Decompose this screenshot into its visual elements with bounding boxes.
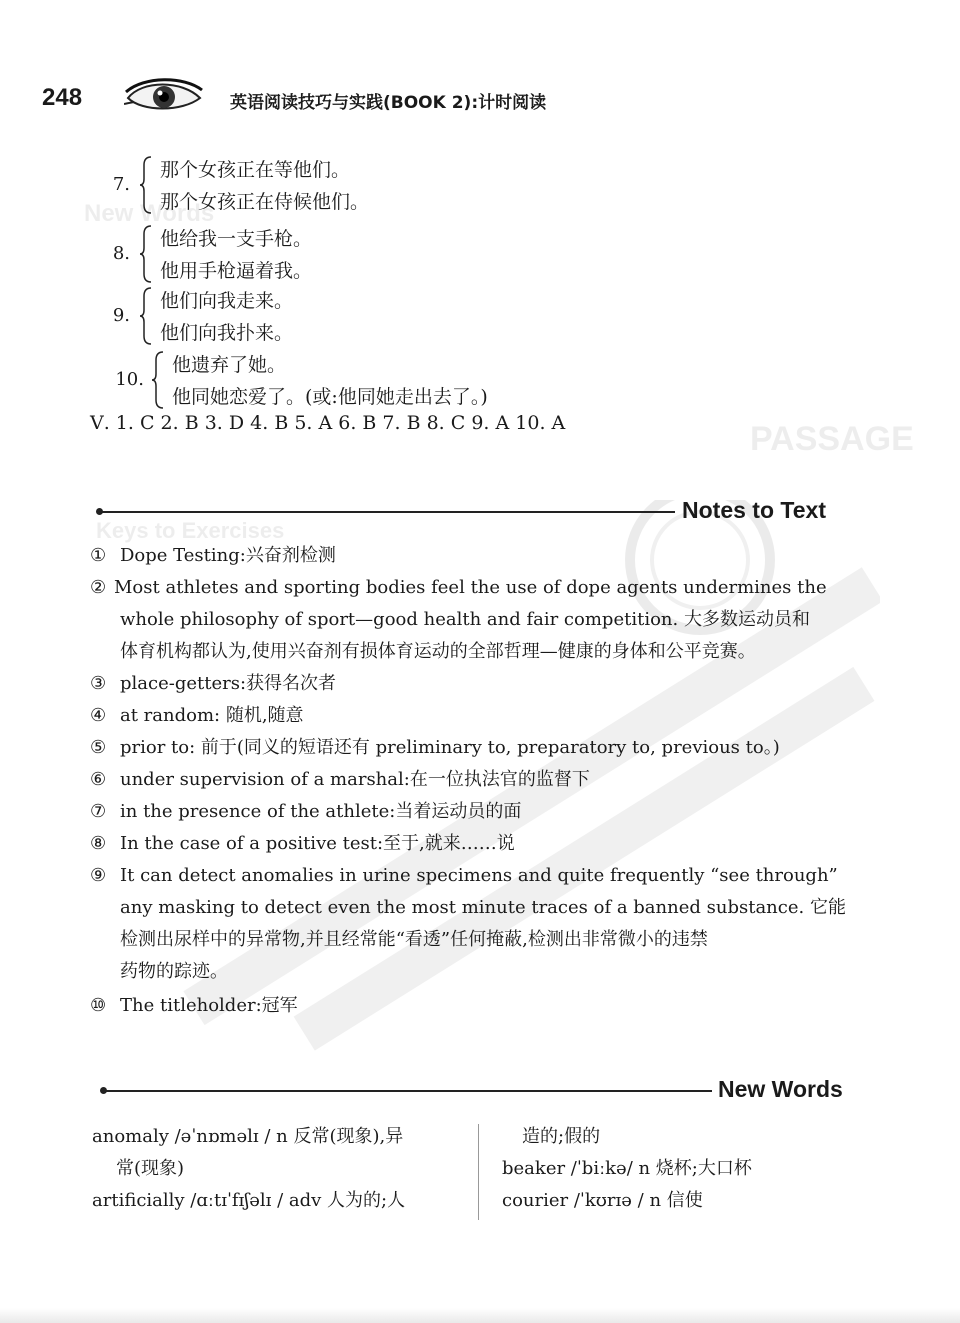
note-number: ② xyxy=(90,577,107,598)
item-number: 8. xyxy=(112,243,130,264)
item-number: 7. xyxy=(112,174,130,195)
note-text: prior to: 前于(同义的短语还有 preliminary to, preparatory to, previous to。) xyxy=(120,737,780,758)
note-text: in the presence of the athlete:当着运动员的面 xyxy=(120,801,522,822)
section-title-notes: Notes to Text xyxy=(682,497,826,523)
page-number: 248 xyxy=(42,84,83,111)
note-item xyxy=(90,540,336,572)
word-entry-continued: 造的;假的 xyxy=(522,1126,601,1147)
page-bottom-edge xyxy=(0,1308,960,1323)
note-number: ① xyxy=(90,545,107,566)
word-entry: courier /ˈkʊrɪə / n 信使 xyxy=(502,1190,703,1211)
brace-icon xyxy=(152,350,164,410)
translation-line: 他遗弃了她。 xyxy=(172,354,287,376)
note-text: In the case of a positive test:至于,就来……说 xyxy=(120,833,515,854)
eye-icon xyxy=(124,78,204,116)
note-item xyxy=(90,764,590,796)
show-through-text: New Words xyxy=(84,200,215,227)
note-text-continued: 药物的踪迹。 xyxy=(120,961,228,982)
word-entry: beaker /ˈbiːkə/ n 烧杯;大口杯 xyxy=(502,1158,752,1179)
note-item xyxy=(90,700,304,732)
note-item xyxy=(90,828,515,860)
note-text-continued: 体育机构都认为,使用兴奋剂有损体育运动的全部哲理—健康的身体和公平竞赛。 xyxy=(120,641,756,662)
translation-line: 他们向我走来。 xyxy=(160,290,294,312)
note-item xyxy=(90,860,838,892)
translation-line: 那个女孩正在等他们。 xyxy=(160,159,351,181)
note-number: ④ xyxy=(90,705,107,726)
note-text: under supervision of a marshal:在一位执法官的监督下 xyxy=(120,769,590,790)
note-number: ③ xyxy=(90,673,107,694)
brace-icon xyxy=(140,224,152,284)
note-item xyxy=(90,732,780,764)
book-title: 英语阅读技巧与实践(BOOK 2):计时阅读 xyxy=(230,93,547,113)
note-text: The titleholder:冠军 xyxy=(120,995,298,1016)
show-through-text: PASSAGE xyxy=(750,420,914,458)
note-text-continued: 检测出尿样中的异常物,并且经常能“看透”任何掩蔽,检测出非常微小的违禁 xyxy=(120,929,708,950)
answer-key: Ⅴ. 1. C 2. B 3. D 4. B 5. A 6. B 7. B 8. C 9. A 10. A xyxy=(90,412,566,434)
note-text: Dope Testing:兴奋剂检测 xyxy=(120,545,336,566)
note-number: ⑥ xyxy=(90,769,107,790)
word-entry-continued: 常(现象) xyxy=(116,1158,185,1179)
translation-line: 他们向我扑来。 xyxy=(160,322,294,344)
item-number: 9. xyxy=(112,305,130,326)
translation-line: 他给我一支手枪。 xyxy=(160,228,313,250)
note-number: ⑩ xyxy=(90,995,107,1016)
note-item xyxy=(90,796,521,828)
note-number: ⑤ xyxy=(90,737,107,758)
section-title-new-words: New Words xyxy=(718,1076,843,1102)
note-number: ⑧ xyxy=(90,833,107,854)
note-number: ⑦ xyxy=(90,801,107,822)
show-through-text: Keys to Exercises xyxy=(96,518,285,543)
section-rule xyxy=(100,511,675,513)
translation-line: 他用手枪逼着我。 xyxy=(160,260,313,282)
note-text-continued: any masking to detect even the most minute traces of a banned substance. 它能 xyxy=(120,897,846,918)
note-text-continued: whole philosophy of sport—good health and fair competition. 大多数运动员和 xyxy=(120,609,810,630)
note-text: Most athletes and sporting bodies feel the use of dope agents undermines the xyxy=(114,577,827,598)
translation-line: 他同她恋爱了。(或:他同她走出去了。) xyxy=(172,386,488,408)
page-header xyxy=(42,72,642,122)
item-number: 10. xyxy=(115,369,144,390)
brace-icon xyxy=(140,286,152,346)
word-entry: artificially /ɑːtɪˈfɪʃəlɪ / adv 人为的;人 xyxy=(92,1190,406,1211)
note-text: place-getters:获得名次者 xyxy=(120,673,337,694)
brace-icon xyxy=(140,155,152,215)
note-number: ⑨ xyxy=(90,865,107,886)
section-rule xyxy=(104,1090,712,1092)
note-item xyxy=(90,668,336,700)
column-divider xyxy=(478,1124,479,1220)
translation-line: 那个女孩正在侍候他们。 xyxy=(160,191,370,213)
note-text: It can detect anomalies in urine specimens and quite frequently “see through” xyxy=(120,865,838,886)
word-entry: anomaly /əˈnɒməlɪ / n 反常(现象),异 xyxy=(92,1126,404,1147)
note-text: at random: 随机,随意 xyxy=(120,705,304,726)
note-item xyxy=(90,990,298,1022)
note-item xyxy=(90,572,827,604)
